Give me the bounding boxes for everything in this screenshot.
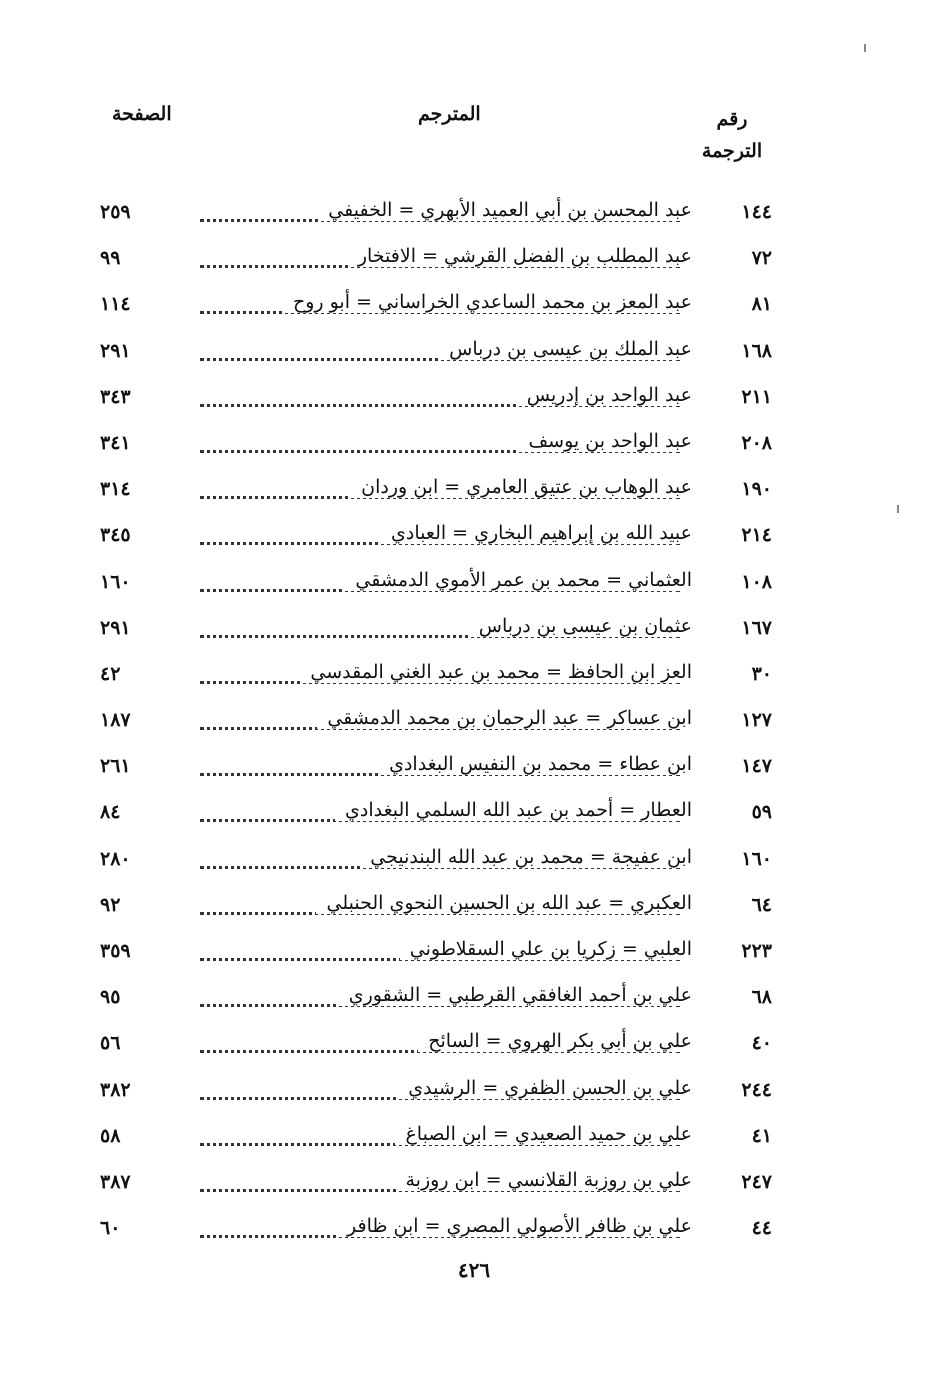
- index-row: [100, 241, 780, 287]
- entry-page: ١٦٠: [100, 570, 131, 593]
- entry-number: ٨١: [751, 293, 772, 316]
- index-row: [100, 842, 780, 888]
- entry-page: ٣٤١: [100, 431, 131, 454]
- entry-name: العطار = أحمد بن عبد الله السلمي البغدادي: [335, 799, 692, 821]
- entry-name: عبد الملك بن عيسى بن درباس: [439, 338, 692, 360]
- entry-page: ٩٩: [100, 247, 121, 270]
- entry-number: ١٦٨: [741, 339, 772, 362]
- entry-name: ابن عفيجة = محمد بن عبد الله البندنيجي: [360, 846, 692, 868]
- entry-number: ١٤٧: [741, 755, 772, 778]
- index-row: [100, 1026, 780, 1072]
- entry-name: العز ابن الحافظ = محمد بن عبد الغني المقدسي: [300, 661, 692, 683]
- index-row: [100, 287, 780, 333]
- entry-name: عثمان بن عيسى بن درباس: [469, 615, 692, 637]
- header-translated-column: المترجم: [418, 103, 481, 125]
- index-row: [100, 657, 780, 703]
- index-row: [100, 380, 780, 426]
- entry-page: ٣٤٣: [100, 385, 131, 408]
- index-row: [100, 426, 780, 472]
- index-row: [100, 795, 780, 841]
- index-row: [100, 472, 780, 518]
- entry-page: ٣٤٥: [100, 524, 131, 547]
- entry-page: ٣١٤: [100, 478, 131, 501]
- entry-page: ١٨٧: [100, 709, 131, 732]
- entry-page: ٢٩١: [100, 616, 131, 639]
- entry-name: العلبي = زكريا بن علي السقلاطوني: [400, 938, 692, 960]
- index-row: [100, 934, 780, 980]
- entry-number: ١٢٧: [741, 709, 772, 732]
- header-number-line1: رقم: [716, 108, 748, 130]
- index-row: [100, 1211, 780, 1257]
- index-row: [100, 334, 780, 380]
- entry-name: عبيد الله بن إبراهيم البخاري = العبادي: [381, 522, 692, 544]
- entry-page: ٩٢: [100, 893, 121, 916]
- index-row: [100, 518, 780, 564]
- entry-page: ٩٥: [100, 986, 121, 1009]
- entry-number: ١٩٠: [741, 478, 772, 501]
- entry-number: ٢٢٣: [741, 940, 772, 962]
- entry-name: ابن عطاء = محمد بن النفيس البغدادي: [379, 753, 692, 775]
- scan-mark: [897, 505, 899, 513]
- index-row: [100, 980, 780, 1026]
- entry-name: علي بن روزبة القلانسي = ابن روزبة: [396, 1169, 693, 1191]
- index-row: [100, 611, 780, 657]
- entry-page: ٥٦: [100, 1032, 121, 1055]
- entry-name: علي بن أحمد الغافقي القرطبي = الشقوري: [339, 984, 692, 1006]
- entry-name: العكبري = عبد الله بن الحسين النحوي الحنبلي: [316, 892, 692, 914]
- entry-name: عبد المحسن بن أبي العميد الأبهري = الخفيفي: [318, 199, 692, 221]
- entry-number: ٤٠: [751, 1032, 772, 1055]
- entry-page: ٦٠: [100, 1217, 121, 1240]
- header-number-line2: الترجمة: [701, 140, 763, 162]
- entry-name: ابن عساكر = عبد الرحمان بن محمد الدمشقي: [317, 707, 692, 729]
- entry-number: ٢١١: [741, 385, 772, 408]
- index-row: [100, 1073, 780, 1119]
- entry-name: علي بن حميد الصعيدي = ابن الصباغ: [395, 1123, 692, 1145]
- entry-number: ٧٢: [751, 247, 772, 270]
- index-row: [100, 1165, 780, 1211]
- entry-number: ١٦٠: [741, 847, 772, 870]
- header-number-column: [692, 100, 772, 170]
- page-number: ٤٢٦: [457, 1258, 491, 1282]
- index-row: [100, 703, 780, 749]
- entry-number: ٣٠: [751, 662, 772, 685]
- entry-name: علي بن ظافر الأصولي المصري = ابن ظافر: [337, 1215, 692, 1237]
- index-row: [100, 749, 780, 795]
- entry-page: ٢٦١: [100, 755, 131, 778]
- entry-name: عبد الواحد بن يوسف: [519, 430, 693, 452]
- entry-number: ٢٠٨: [741, 431, 772, 454]
- entry-number: ٤١: [751, 1124, 772, 1147]
- entry-page: ٣٨٧: [100, 1170, 131, 1193]
- index-row: [100, 195, 780, 241]
- entry-number: ٤٤: [751, 1217, 772, 1240]
- entry-page: ٢٨٠: [100, 847, 131, 870]
- entry-name: العثماني = محمد بن عمر الأموي الدمشقي: [345, 569, 692, 591]
- scan-mark: [864, 44, 866, 52]
- entry-page: ١١٤: [100, 293, 131, 316]
- entry-number: ٦٨: [751, 986, 772, 1009]
- entry-name: عبد الوهاب بن عتيق العامري = ابن وردان: [351, 476, 692, 498]
- entry-number: ١٠٨: [741, 570, 772, 593]
- entry-number: ٥٩: [751, 801, 772, 824]
- entry-number: ١٦٧: [741, 616, 772, 639]
- index-row: [100, 888, 780, 934]
- entry-number: ٢٤٤: [741, 1078, 772, 1101]
- entry-page: ٢٥٩: [100, 201, 131, 223]
- entry-page: ٥٨: [100, 1124, 121, 1147]
- entry-name: علي بن أبي بكر الهروي = السائح: [418, 1030, 692, 1052]
- entry-page: ٣٥٩: [100, 940, 131, 962]
- index-list: [100, 195, 780, 1257]
- entry-number: ٦٤: [751, 893, 772, 916]
- entry-number: ١٤٤: [741, 201, 772, 223]
- entry-page: ٤٢: [100, 662, 121, 685]
- entry-name: عبد المطلب بن الفضل القرشي = الافتخار: [348, 245, 692, 267]
- entry-page: ٣٨٢: [100, 1078, 131, 1101]
- index-row: [100, 565, 780, 611]
- index-row: [100, 1119, 780, 1165]
- entry-page: ٨٤: [100, 801, 121, 824]
- entry-name: عبد الواحد بن إدريس: [517, 384, 692, 406]
- entry-number: ٢١٤: [741, 524, 772, 547]
- entry-number: ٢٤٧: [741, 1170, 772, 1193]
- header-page-column: الصفحة: [112, 103, 172, 125]
- entry-name: علي بن الحسن الظفري = الرشيدي: [398, 1077, 692, 1099]
- entry-name: عبد المعز بن محمد الساعدي الخراساني = أبو روح: [283, 291, 692, 313]
- entry-page: ٢٩١: [100, 339, 131, 362]
